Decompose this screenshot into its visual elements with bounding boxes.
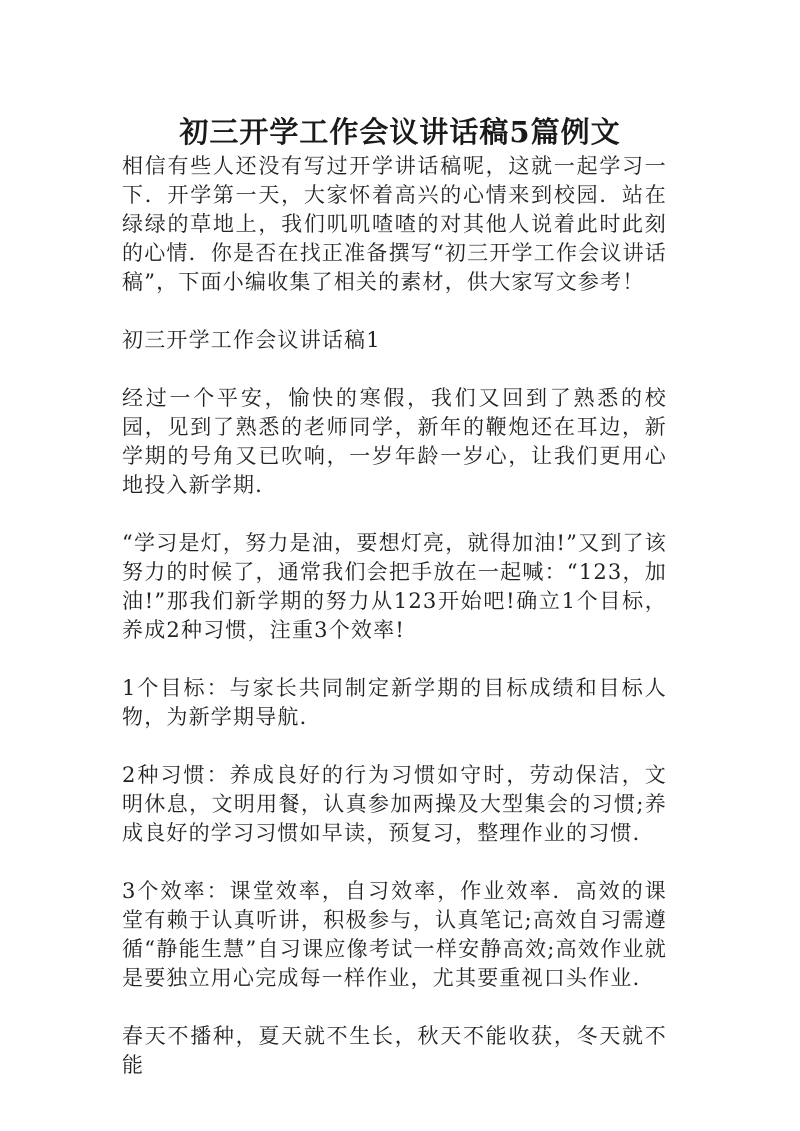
body-paragraph: 经过一个平安，愉快的寒假，我们又回到了熟悉的校园，见到了熟悉的老师同学，新年的鞭炮还在耳边，新学期的号角又已吹响，一岁年龄一岁心，让我们更用心地投入新学期． (122, 386, 667, 497)
section-heading: 初三开学工作会议讲话稿1 (122, 328, 381, 352)
document-title: 初三开学工作会议讲话稿5篇例文 (179, 115, 621, 149)
document-body (122, 152, 667, 1109)
body-paragraph: 2种习惯：养成良好的行为习惯如守时，劳动保洁，文明休息，文明用餐，认真参加两操及大型集会的习惯;养成良好的学习习惯如早读，预复习，整理作业的习惯． (122, 763, 667, 845)
body-paragraph: 1个目标：与家长共同制定新学期的目标成绩和目标人物，为新学期导航． (122, 676, 667, 729)
body-paragraph: “学习是灯，努力是油，要想灯亮，就得加油!”又到了该努力的时候了，通常我们会把手放在一起喊：“123，加油!”那我们新学期的努力从123开始吧!确立1个目标，养成2种习惯，注重3个效率! (122, 531, 667, 642)
body-paragraph: 3个效率：课堂效率，自习效率，作业效率．高效的课堂有赖于认真听讲，积极参与，认真笔记;高效自习需遵循“静能生慧”自习课应像考试一样安静高效;高效作业就是要独立用心完成每一样作业，尤其要重视口头作业． (122, 879, 667, 990)
intro-paragraph: 相信有些人还没有写过开学讲话稿呢，这就一起学习一下．开学第一天，大家怀着高兴的心情来到校园．站在绿绿的草地上，我们叽叽喳喳的对其他人说着此时此刻的心情．你是否在找正准备撰写“初三开学工作会议讲话稿”，下面小编收集了相关的素材，供大家写文参考！ (122, 154, 667, 294)
body-paragraph: 春天不播种，夏天就不生长，秋天不能收获，冬天就不能 (122, 1024, 667, 1077)
